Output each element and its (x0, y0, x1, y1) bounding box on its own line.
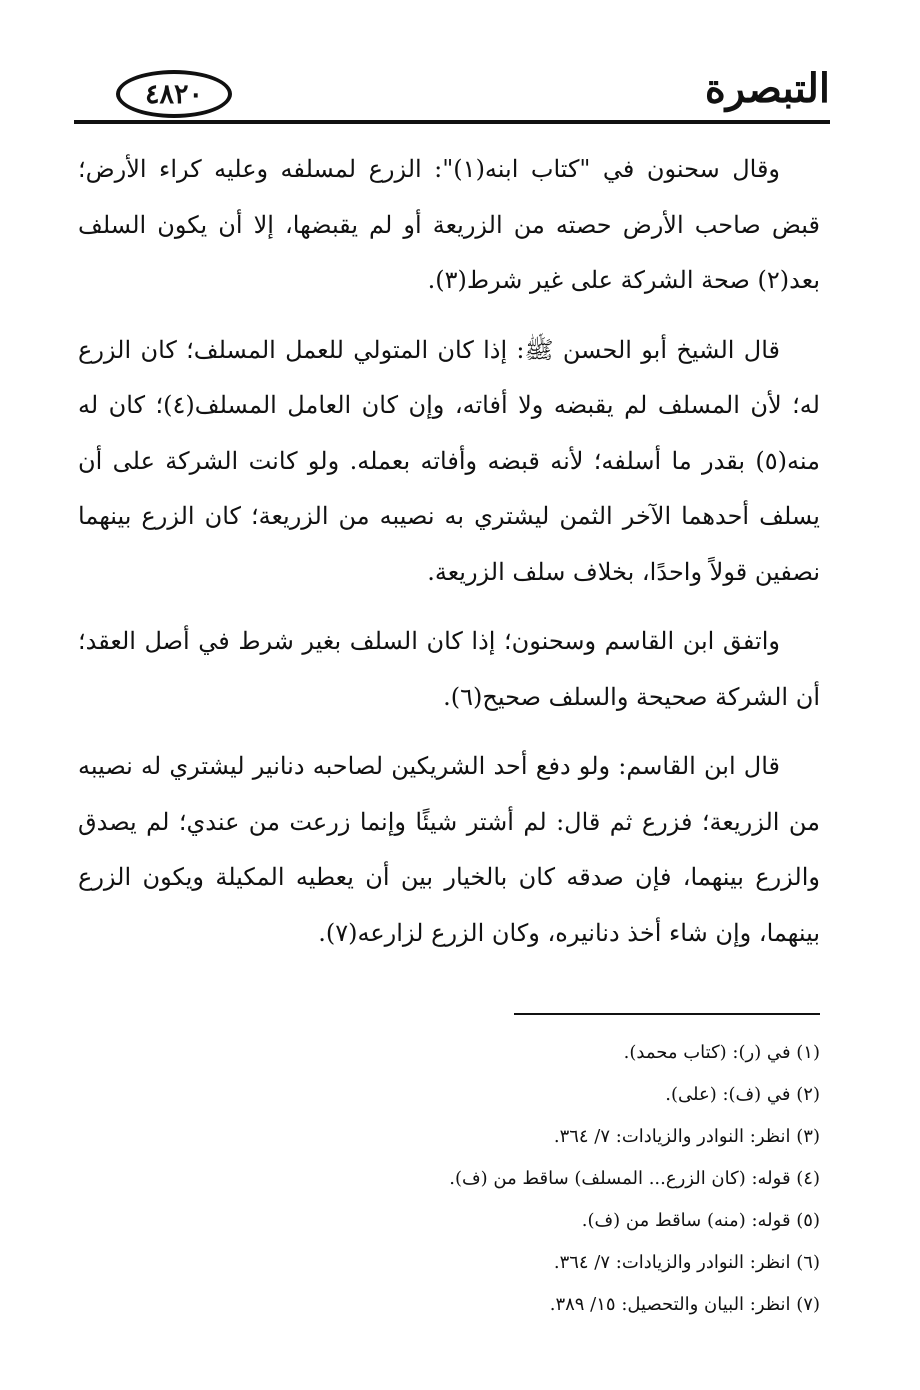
book-title-logo: التبصرة (704, 65, 830, 112)
page-header (74, 56, 830, 126)
footnote-4: (٤) قوله: (كان الزرع... المسلف) ساقط من (ف). (449, 1168, 820, 1189)
paragraph-4: قال ابن القاسم: ولو دفع أحد الشريكين لصاحبه دنانير ليشتري له نصيبه من الزريعة؛ فزرع ثم قال: لم أشتر شيئًا وإنما زرعت من عندي؛ لم يصدق والزرع بينهما، فإن صدقه كان بالخيار بين أن يعطيه المكيلة ويكون الزرع بينهما، وإن شاء أخذ دنانيره، وكان الزرع لزارعه(٧). (78, 752, 820, 947)
footnote-7: (٧) انظر: البيان والتحصيل: ١٥/ ٣٨٩. (549, 1294, 820, 1315)
footnote-separator (514, 1013, 820, 1015)
paragraph-3: واتفق ابن القاسم وسحنون؛ إذا كان السلف بغير شرط في أصل العقد؛ أن الشركة صحيحة والسلف صحيح(٦). (78, 627, 820, 711)
footnote-5: (٥) قوله: (منه) ساقط من (ف). (581, 1210, 820, 1231)
page-number: ٤٨٢٠ (116, 70, 232, 118)
paragraph-2: قال الشيخ أبو الحسن ﷺ: إذا كان المتولي للعمل المسلف؛ كان الزرع له؛ لأن المسلف لم يقبضه ولا أفاته، وإن كان العامل المسلف(٤)؛ كان له منه(٥) بقدر ما أسلفه؛ لأنه قبضه وأفاته بعمله. ولو كانت الشركة على أن يسلف أحدهما الآخر الثمن ليشتري به نصيبه من الزريعة؛ كان الزرع بينهما نصفين قولاً واحدًا، بخلاف سلف الزريعة. (78, 335, 820, 586)
footnote-1: (١) في (ر): (كتاب محمد). (623, 1042, 820, 1063)
paragraph-1: وقال سحنون في "كتاب ابنه(١)": الزرع لمسلفه وعليه كراء الأرض؛ قبض صاحب الأرض حصته من الزريعة أو لم يقبضها، إلا أن يكون السلف بعد(٢) صحة الشركة على غير شرط(٣). (78, 155, 820, 294)
header-rule (74, 120, 830, 124)
footnote-2: (٢) في (ف): (على). (665, 1084, 820, 1105)
footnotes (78, 1032, 820, 1326)
footnote-3: (٣) انظر: النوادر والزيادات: ٧/ ٣٦٤. (553, 1126, 820, 1147)
main-text (78, 142, 820, 975)
footnote-6: (٦) انظر: النوادر والزيادات: ٧/ ٣٦٤. (553, 1252, 820, 1273)
